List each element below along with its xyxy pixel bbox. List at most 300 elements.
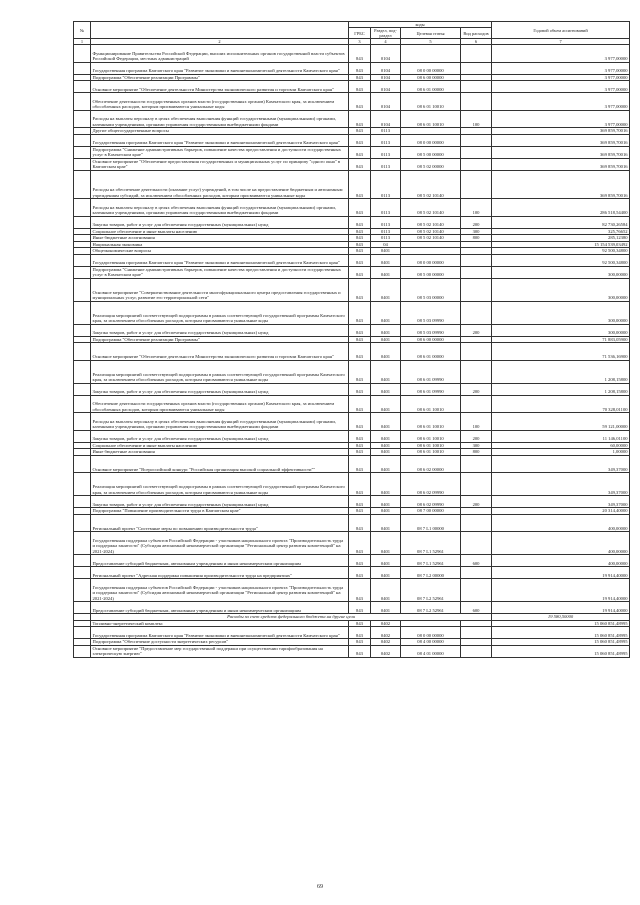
amount-cell: 349,37000 [492, 496, 630, 508]
page-number: 69 [317, 884, 323, 890]
razdel-cell: 0401 [371, 532, 401, 555]
amount-cell: 3 977,00000 [492, 81, 630, 93]
num-cell [74, 645, 91, 657]
cs-cell: 08 5 02 10140 [401, 228, 461, 235]
table-row [74, 627, 630, 639]
table-row [74, 645, 630, 657]
cs-cell: 08 6 02 00000 [401, 455, 461, 473]
amount-cell: 19 914,40000 [492, 579, 630, 602]
name-cell: Государственная программа Камчатского края "Развитие экономики и внешнеэкономической деятельности Камчатского края" [91, 62, 349, 74]
cs-cell: 08 5 00 00000 [401, 266, 461, 278]
table-row [74, 555, 630, 567]
budget-table [73, 21, 630, 658]
grbs-cell: 843 [349, 579, 371, 602]
name-cell: Подпрограмма "Обеспечение реализации Программы" [91, 336, 349, 343]
amount-cell: 15 060 851,48995 [492, 645, 630, 657]
name-cell: Государственная программа Камчатского края "Развитие экономики и внешнеэкономической деятельности Камчатского края" [91, 627, 349, 639]
name-cell: Реализация мероприятий соответствующей подпрограммы в рамках соответствующей государственной программы Камчатского края, за исключением обособленных расходов, которым присваиваются уникальные коды [91, 360, 349, 383]
name-cell: Государственная поддержка субъектов Российской Федерации - участников национального проекта "Производительность труда и поддержка занятости" (Субсидия автономной некоммерческой организации "Региональный центр развития компетенций" на 2021-2024) [91, 532, 349, 555]
amount-cell: 3 977,00000 [492, 93, 630, 111]
cs-cell: 08 6 02 09990 [401, 473, 461, 496]
name-cell: Предоставление субсидий бюджетным, автономным учреждениям и иным некоммерческим организациям [91, 555, 349, 567]
num-cell [74, 514, 91, 532]
name-cell: Расходы за счет средств федерального бюджета на другие цели [91, 614, 492, 621]
name-cell: Региональный проект "Системные меры по повышению производительности труда" [91, 514, 349, 532]
amount-cell: 15 060 851,48995 [492, 627, 630, 639]
razdel-cell: 0401 [371, 473, 401, 496]
grbs-cell: 843 [349, 442, 371, 449]
cs-cell: 08 5 02 10140 [401, 216, 461, 228]
grbs-cell: 843 [349, 74, 371, 81]
name-cell: Государственная программа Камчатского края "Развитие экономики и внешнеэкономической деятельности Камчатского края" [91, 254, 349, 266]
col-number: 3 [349, 39, 371, 45]
cs-cell: 08 6 01 10010 [401, 93, 461, 111]
razdel-cell: 0113 [371, 228, 401, 235]
name-cell: Закупка товаров, работ и услуг для обеспечения государственных (муниципальных) нужд [91, 383, 349, 395]
header-cs: Целевая статья [401, 28, 461, 39]
cs-cell: 08 6 00 00000 [401, 336, 461, 343]
name-cell: Закупка товаров, работ и услуг для обеспечения государственных (муниципальных) нужд [91, 496, 349, 508]
num-cell [74, 266, 91, 278]
header-name [91, 22, 349, 39]
table-row [74, 134, 630, 146]
amount-cell: 369 859,70016 [492, 128, 630, 135]
cs-cell: 08 6 01 10010 [401, 449, 461, 456]
vr-cell [461, 473, 492, 496]
vr-cell [461, 360, 492, 383]
amount-cell: 70 328,01100 [492, 395, 630, 413]
table-row [74, 62, 630, 74]
grbs-cell: 843 [349, 383, 371, 395]
vr-cell: 100 [461, 413, 492, 431]
razdel-cell: 0401 [371, 555, 401, 567]
cs-cell: 08 7 L1 00000 [401, 514, 461, 532]
razdel-cell: 0401 [371, 413, 401, 431]
name-cell: Расходы на выплаты персоналу в целях обеспечения выполнения функций государственными (муниципальными) органами, казенными учреждениями, органами управления государственными внебюджетными фондами [91, 413, 349, 431]
grbs-cell: 843 [349, 199, 371, 217]
amount-cell: 92 500,34800 [492, 254, 630, 266]
num-cell [74, 216, 91, 228]
name-cell: Общеэкономические вопросы [91, 248, 349, 255]
header-grbs: ГРБС [349, 28, 371, 39]
cs-cell: 08 7 L2 00000 [401, 567, 461, 579]
table-row [74, 602, 630, 614]
razdel-cell: 0401 [371, 301, 401, 324]
vr-cell: 100 [461, 199, 492, 217]
cs-cell: 08 6 01 00000 [401, 81, 461, 93]
table-row [74, 266, 630, 278]
col-number: 1 [74, 39, 91, 45]
grbs-cell: 843 [349, 449, 371, 456]
grbs-cell: 843 [349, 134, 371, 146]
amount-cell: 349,37000 [492, 473, 630, 496]
vr-cell [461, 254, 492, 266]
vr-cell [461, 579, 492, 602]
name-cell: Предоставление субсидий бюджетным, автономным учреждениям и иным некоммерческим организациям [91, 602, 349, 614]
grbs-cell: 843 [349, 301, 371, 324]
amount-cell: 71 883,05900 [492, 336, 630, 343]
grbs-cell: 843 [349, 496, 371, 508]
grbs-cell: 843 [349, 93, 371, 111]
vr-cell: 100 [461, 110, 492, 128]
amount-cell: 11 146,01100 [492, 430, 630, 442]
grbs-cell: 843 [349, 602, 371, 614]
name-cell: Расходы на выплаты персоналу в целях обеспечения выполнения функций государственными (муниципальными) органами, казенными учреждениями, органами управления государственными внебюджетными фондами [91, 199, 349, 217]
table-row [74, 473, 630, 496]
grbs-cell: 843 [349, 645, 371, 657]
razdel-cell: 0402 [371, 639, 401, 646]
num-cell [74, 455, 91, 473]
table-header [74, 22, 630, 45]
num-cell [74, 134, 91, 146]
amount-cell: 1 208,15800 [492, 383, 630, 395]
name-cell: Закупка товаров, работ и услуг для обеспечения государственных (муниципальных) нужд [91, 430, 349, 442]
num-cell [74, 383, 91, 395]
cs-cell: 08 7 L1 52961 [401, 555, 461, 567]
grbs-cell: 843 [349, 216, 371, 228]
vr-cell [461, 146, 492, 158]
amount-cell: 325,76652 [492, 228, 630, 235]
col-number: 6 [461, 39, 492, 45]
razdel-cell: 0401 [371, 508, 401, 515]
name-cell: Региональный проект "Адресная поддержка повышения производительности труда на предприятиях" [91, 567, 349, 579]
vr-cell: 200 [461, 216, 492, 228]
amount-cell: 19 580,50000 [492, 614, 630, 621]
amount-cell: 92 500,34800 [492, 248, 630, 255]
num-cell [74, 170, 91, 199]
vr-cell [461, 62, 492, 74]
amount-cell: 400,00000 [492, 555, 630, 567]
col-number: 2 [91, 39, 349, 45]
razdel-cell: 0104 [371, 93, 401, 111]
name-cell: Социальное обеспечение и иные выплаты населению [91, 228, 349, 235]
name-cell: Другие общегосударственные вопросы [91, 128, 349, 135]
table-row [74, 146, 630, 158]
razdel-cell: 0401 [371, 248, 401, 255]
grbs-cell: 843 [349, 266, 371, 278]
col-number: 4 [371, 39, 401, 45]
amount-cell: 300,00000 [492, 266, 630, 278]
amount-cell: 59 121,00000 [492, 413, 630, 431]
vr-cell: 200 [461, 383, 492, 395]
vr-cell [461, 93, 492, 111]
cs-cell: 08 6 01 10010 [401, 395, 461, 413]
cs-cell: 08 7 00 00000 [401, 508, 461, 515]
cs-cell: 08 5 02 00000 [401, 158, 461, 170]
razdel-cell: 0401 [371, 496, 401, 508]
table-row [74, 170, 630, 199]
vr-cell [461, 45, 492, 63]
table-row [74, 324, 630, 336]
cs-cell: 08 6 01 09990 [401, 360, 461, 383]
amount-cell: 71 536,16900 [492, 343, 630, 361]
cs-cell: 08 6 02 09990 [401, 496, 461, 508]
table-row [74, 93, 630, 111]
cs-cell: 08 5 02 10140 [401, 235, 461, 242]
grbs-cell: 843 [349, 45, 371, 63]
razdel-cell: 0113 [371, 170, 401, 199]
razdel-cell: 0401 [371, 266, 401, 278]
razdel-cell: 0401 [371, 395, 401, 413]
name-cell: Подпрограмма "Обеспечение реализации Программы" [91, 74, 349, 81]
razdel-cell: 0401 [371, 567, 401, 579]
vr-cell [461, 567, 492, 579]
vr-cell [461, 134, 492, 146]
razdel-cell: 0401 [371, 360, 401, 383]
razdel-cell: 0113 [371, 235, 401, 242]
vr-cell [461, 81, 492, 93]
name-cell: Подпрограмма "Снижение административных барьеров, повышение качества предоставления и доступности государственных услуг в Камчатском крае" [91, 266, 349, 278]
num-cell [74, 45, 91, 63]
cs-cell: 08 0 00 00000 [401, 62, 461, 74]
grbs-cell: 843 [349, 555, 371, 567]
vr-cell [461, 301, 492, 324]
grbs-cell: 843 [349, 248, 371, 255]
grbs-cell: 843 [349, 228, 371, 235]
table-row [74, 158, 630, 170]
razdel-cell: 0401 [371, 324, 401, 336]
name-cell: Государственная программа Камчатского края "Развитие экономики и внешнеэкономической деятельности Камчатского края" [91, 134, 349, 146]
cs-cell: 08 7 L2 52961 [401, 602, 461, 614]
name-cell: Основное мероприятие "Совершенствование деятельности многофункционального центра предоставления государственных и муниципальных услуг, развитие его территориальной сети" [91, 278, 349, 301]
num-cell [74, 473, 91, 496]
table-row [74, 579, 630, 602]
razdel-cell: 0104 [371, 110, 401, 128]
grbs-cell: 843 [349, 254, 371, 266]
grbs-cell: 843 [349, 639, 371, 646]
num-cell [74, 430, 91, 442]
amount-cell: 60,00000 [492, 442, 630, 449]
table-row [74, 216, 630, 228]
num-cell [74, 324, 91, 336]
name-cell: Обеспечение деятельности государственных органов власти (государственных органов) Камчатского края, за исключением обособленных расходов, которым присваиваются уникальные коды [91, 395, 349, 413]
name-cell: Закупка товаров, работ и услуг для обеспечения государственных (муниципальных) нужд [91, 324, 349, 336]
num-cell [74, 254, 91, 266]
vr-cell: 800 [461, 449, 492, 456]
grbs-cell: 843 [349, 430, 371, 442]
num-cell [74, 555, 91, 567]
table-row [74, 567, 630, 579]
amount-cell: 1,00000 [492, 449, 630, 456]
grbs-cell: 843 [349, 81, 371, 93]
grbs-cell: 843 [349, 278, 371, 301]
grbs-cell: 843 [349, 343, 371, 361]
amount-cell: 369 859,70016 [492, 146, 630, 158]
amount-cell: 19 914,40000 [492, 567, 630, 579]
razdel-cell: 0401 [371, 442, 401, 449]
vr-cell: 800 [461, 235, 492, 242]
table-row [74, 278, 630, 301]
amount-cell: 3 977,00000 [492, 45, 630, 63]
grbs-cell: 843 [349, 128, 371, 135]
cs-cell: 08 6 01 10010 [401, 110, 461, 128]
amount-cell: 15 060 851,48995 [492, 639, 630, 646]
vr-cell: 200 [461, 324, 492, 336]
vr-cell: 200 [461, 496, 492, 508]
table-row [74, 343, 630, 361]
grbs-cell: 843 [349, 110, 371, 128]
razdel-cell: 0401 [371, 278, 401, 301]
vr-cell [461, 514, 492, 532]
razdel-cell: 0401 [371, 602, 401, 614]
cs-cell: 08 6 01 00000 [401, 343, 461, 361]
grbs-cell: 843 [349, 508, 371, 515]
cs-cell: 08 6 01 10010 [401, 413, 461, 431]
num-cell [74, 81, 91, 93]
razdel-cell: 0402 [371, 645, 401, 657]
table-row [74, 360, 630, 383]
name-cell: Обеспечение деятельности государственных органов власти (государственных органов) Камчатского края, за исключением обособленных расходов, которым присваиваются уникальные коды [91, 93, 349, 111]
cs-cell: 08 6 01 10010 [401, 442, 461, 449]
cs-cell: 08 5 03 00000 [401, 278, 461, 301]
num-cell [74, 627, 91, 639]
amount-cell: 15 060 851,48995 [492, 620, 630, 627]
name-cell: Расходы на выплаты персоналу в целях обеспечения выполнения функций государственными (муниципальными) органами, казенными учреждениями, органами управления государственными внебюджетными фондами [91, 110, 349, 128]
grbs-cell: 843 [349, 627, 371, 639]
cs-cell: 08 5 02 10140 [401, 170, 461, 199]
table-row [74, 514, 630, 532]
razdel-cell: 0104 [371, 74, 401, 81]
grbs-cell: 843 [349, 241, 371, 248]
grbs-cell: 843 [349, 235, 371, 242]
table-row [74, 532, 630, 555]
grbs-cell: 843 [349, 395, 371, 413]
amount-cell: 82 730,26584 [492, 216, 630, 228]
name-cell: Подпрограмма "Повышение производительности труда в Камчатском крае" [91, 508, 349, 515]
grbs-cell: 843 [349, 567, 371, 579]
razdel-cell: 0401 [371, 254, 401, 266]
razdel-cell: 0401 [371, 336, 401, 343]
num-cell [74, 496, 91, 508]
amount-cell: 400,00000 [492, 514, 630, 532]
table-row [74, 301, 630, 324]
table-row [74, 395, 630, 413]
table-row [74, 199, 630, 217]
vr-cell [461, 627, 492, 639]
amount-cell: 15 154 539,03492 [492, 241, 630, 248]
name-cell: Подпрограмма "Снижение административных барьеров, повышение качества предоставления и доступности государственных услуг в Камчатском крае" [91, 146, 349, 158]
razdel-cell: 0113 [371, 158, 401, 170]
grbs-cell: 843 [349, 620, 371, 627]
grbs-cell: 843 [349, 514, 371, 532]
cs-cell: 08 5 02 10140 [401, 199, 461, 217]
name-cell: Основное мероприятие "Обеспечение деятельности Министерства экономического развития и торговли Камчатского края" [91, 343, 349, 361]
name-cell: Основное мероприятие "Обеспечение предоставления государственных и муниципальных услуг по принципу "одного окна" в Камчатском крае" [91, 158, 349, 170]
razdel-cell: 0401 [371, 514, 401, 532]
vr-cell [461, 170, 492, 199]
table-row [74, 254, 630, 266]
amount-cell: 369 859,70016 [492, 158, 630, 170]
razdel-cell: 0113 [371, 146, 401, 158]
amount-cell: 300,00000 [492, 301, 630, 324]
vr-cell: 600 [461, 602, 492, 614]
amount-cell: 285,12380 [492, 235, 630, 242]
grbs-cell: 843 [349, 170, 371, 199]
name-cell: Государственная поддержка субъектов Российской Федерации - участников национального проекта "Производительность труда и поддержка занятости" (Субсидия автономной некоммерческой организации "Региональный центр развития компетенций" на 2021-2024) [91, 579, 349, 602]
razdel-cell: 0113 [371, 128, 401, 135]
num-cell [74, 579, 91, 602]
table-row [74, 383, 630, 395]
razdel-cell: 0401 [371, 449, 401, 456]
razdel-cell: 0113 [371, 216, 401, 228]
amount-cell: 1 208,15800 [492, 360, 630, 383]
amount-cell: 3 977,00000 [492, 110, 630, 128]
vr-cell [461, 395, 492, 413]
amount-cell: 369 859,70016 [492, 134, 630, 146]
cs-cell: 08 0 00 00000 [401, 627, 461, 639]
num-cell [74, 395, 91, 413]
vr-cell: 300 [461, 442, 492, 449]
cs-cell [401, 45, 461, 63]
table-row [74, 81, 630, 93]
header-amount: Годовой объем ассигнований [492, 22, 630, 39]
amount-cell: 369 859,70016 [492, 170, 630, 199]
razdel-cell: 04 [371, 241, 401, 248]
num-cell [74, 301, 91, 324]
cs-cell: 08 6 01 10010 [401, 430, 461, 442]
header-razdel: Раздел, под-раздел [371, 28, 401, 39]
col-number: 7 [492, 39, 630, 45]
vr-cell: 600 [461, 555, 492, 567]
num-cell [74, 343, 91, 361]
vr-cell: 200 [461, 430, 492, 442]
razdel-cell: 0113 [371, 199, 401, 217]
table-row [74, 45, 630, 63]
header-codes: коды [349, 22, 492, 28]
grbs-cell: 843 [349, 360, 371, 383]
amount-cell: 286 518,54400 [492, 199, 630, 217]
cs-cell: 08 4 00 00000 [401, 639, 461, 646]
num-cell [74, 158, 91, 170]
vr-cell [461, 158, 492, 170]
num-cell [74, 62, 91, 74]
grbs-cell: 843 [349, 413, 371, 431]
name-cell: Социальное обеспечение и иные выплаты населению [91, 442, 349, 449]
name-cell: Функционирование Правительства Российской Федерации, высших исполнительных органов государственной власти субъектов Российской Федерации, местных администраций [91, 45, 349, 63]
amount-cell: 19 914,40000 [492, 602, 630, 614]
name-cell: Реализация мероприятий соответствующей подпрограммы в рамках соответствующей государственной программы Камчатского края, за исключением обособленных расходов, которым присваиваются уникальные коды [91, 473, 349, 496]
cs-cell: 08 0 00 00000 [401, 134, 461, 146]
cs-cell: 08 7 L1 52961 [401, 532, 461, 555]
num-cell [74, 567, 91, 579]
razdel-cell: 0401 [371, 430, 401, 442]
num-cell [74, 110, 91, 128]
name-cell: Реализация мероприятий соответствующей подпрограммы в рамках соответствующей государственной программы Камчатского края, за исключением обособленных расходов, которым присваиваются уникальные коды [91, 301, 349, 324]
name-cell: Основное мероприятие "Обеспечение деятельности Министерства экономического развития и торговли Камчатского края" [91, 81, 349, 93]
table-row [74, 413, 630, 431]
name-cell: Иные бюджетные ассигнования [91, 235, 349, 242]
amount-cell: 3 977,00000 [492, 74, 630, 81]
razdel-cell: 0104 [371, 81, 401, 93]
name-cell: Национальная экономика [91, 241, 349, 248]
amount-cell: 3 977,00000 [492, 62, 630, 74]
name-cell: Основное мероприятие "Предоставление мер государственной поддержки при осуществлении тарифообразования на электрическую энергию" [91, 645, 349, 657]
razdel-cell: 0401 [371, 383, 401, 395]
name-cell: Расходы на обеспечение деятельности (оказание услуг) учреждений, в том числе на предоставление бюджетным и автономным учреждениям субсидий, за исключением обособленных расходов, которым присваиваются уникальные коды [91, 170, 349, 199]
vr-cell [461, 532, 492, 555]
header-num: № [74, 22, 91, 39]
grbs-cell: 843 [349, 336, 371, 343]
table-row [74, 430, 630, 442]
table-row [74, 455, 630, 473]
grbs-cell: 843 [349, 158, 371, 170]
razdel-cell: 0104 [371, 62, 401, 74]
table-row [74, 110, 630, 128]
col-number: 5 [401, 39, 461, 45]
num-cell [74, 93, 91, 111]
vr-cell: 300 [461, 228, 492, 235]
razdel-cell: 0113 [371, 134, 401, 146]
